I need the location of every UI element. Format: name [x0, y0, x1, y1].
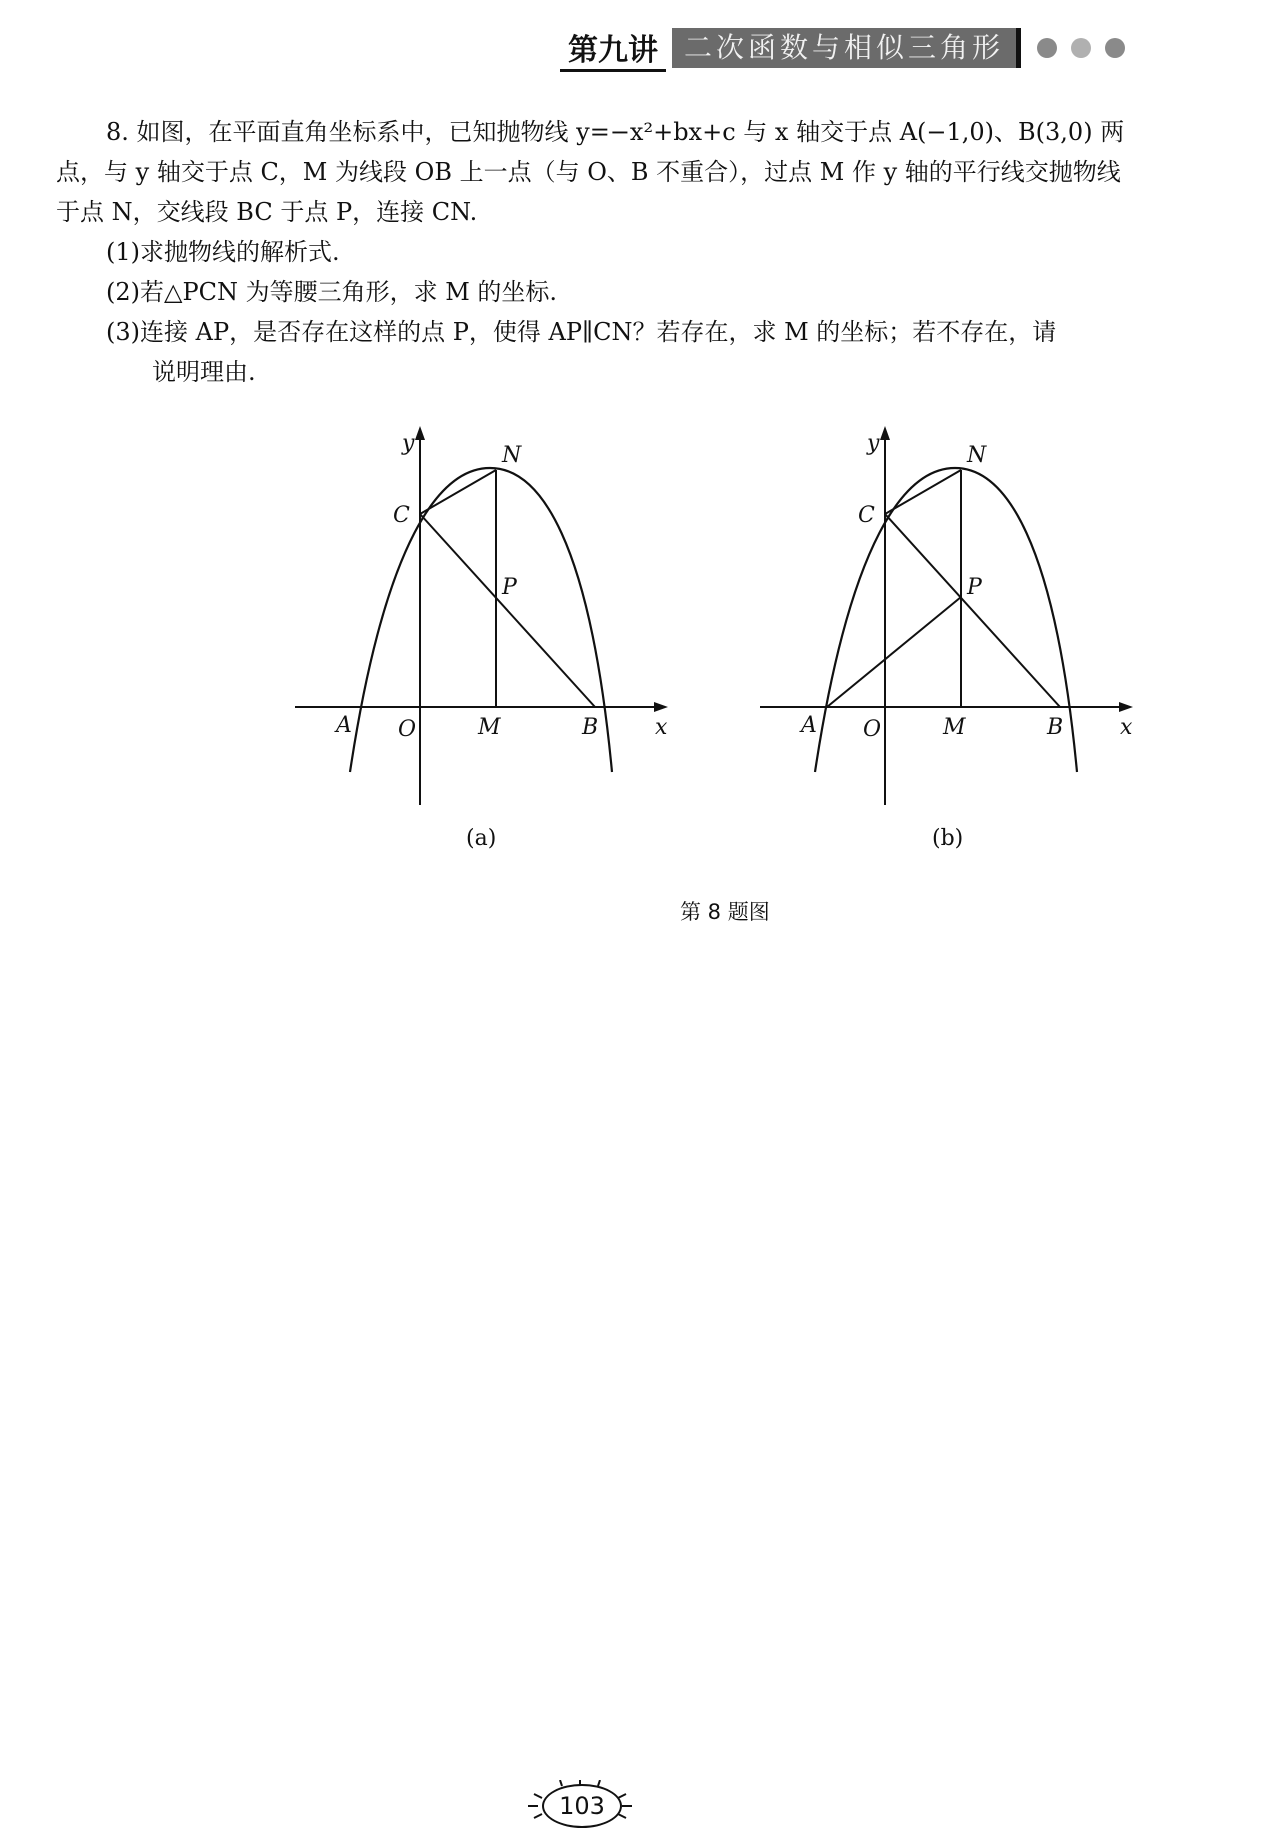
x-axis-arrow-icon — [654, 702, 668, 712]
chapter-title: 二次函数与相似三角形 — [672, 28, 1021, 68]
x-axis-arrow-icon — [1119, 702, 1133, 712]
label-P: P — [967, 575, 982, 600]
label-C: C — [858, 503, 875, 528]
problem-8 — [56, 112, 1136, 392]
label-O: O — [863, 717, 882, 742]
figure-a — [290, 420, 690, 824]
question-2: (2)若△PCN 为等腰三角形，求 M 的坐标. — [106, 278, 558, 306]
label-N: N — [967, 443, 987, 468]
figure-b-caption: (b) — [932, 826, 964, 851]
figure-b-diagram — [755, 420, 1155, 820]
figure-caption: 第 8 题图 — [680, 900, 770, 924]
segment-AP — [827, 597, 961, 707]
label-x: x — [1120, 715, 1133, 740]
y-axis-arrow-icon — [415, 426, 425, 440]
label-M: M — [478, 715, 501, 740]
y-axis-arrow-icon — [880, 426, 890, 440]
segment-CB — [885, 514, 1060, 707]
label-A: A — [336, 713, 352, 738]
problem-stem: 8. 如图，在平面直角坐标系中，已知抛物线 y=−x²+bx+c 与 x 轴交于点 A(−1,0)、B(3,0) 两点，与 y 轴交于点 C，M 为线段 OB 上一点（与 O、B 不重合），过点 M 作 y 轴的平行线交抛物线于点 N，交线段 BC 于点 P，连接 CN. — [56, 118, 1125, 226]
segment-CN — [420, 470, 496, 514]
decor-dot-icon — [1071, 38, 1091, 58]
label-P: P — [502, 575, 517, 600]
segment-CN — [885, 470, 961, 514]
chapter-number: 第九讲 — [560, 25, 666, 72]
segment-CB — [420, 514, 595, 707]
header-decoration — [1037, 38, 1125, 58]
label-y: y — [402, 431, 415, 456]
figure-a-caption: (a) — [466, 826, 497, 851]
question-1: (1)求抛物线的解析式. — [106, 238, 340, 266]
label-B: B — [1047, 715, 1064, 740]
figure-b — [755, 420, 1155, 824]
page-number-badge — [520, 1780, 640, 1830]
question-3 — [56, 312, 1136, 392]
label-x: x — [655, 715, 668, 740]
label-M: M — [943, 715, 966, 740]
label-A: A — [801, 713, 817, 738]
decor-dot-icon — [1037, 38, 1057, 58]
question-3-line-1: (3)连接 AP，是否存在这样的点 P，使得 AP∥CN？若存在，求 M 的坐标；若不存在，请 — [106, 318, 1057, 346]
figure-a-diagram — [290, 420, 690, 820]
page-number: 103 — [542, 1784, 622, 1828]
decor-dot-icon — [1105, 38, 1125, 58]
label-C: C — [393, 503, 410, 528]
label-y: y — [867, 431, 880, 456]
chapter-header — [560, 28, 1125, 68]
label-O: O — [398, 717, 417, 742]
question-3-line-2: 说明理由. — [152, 358, 256, 386]
label-B: B — [582, 715, 599, 740]
label-N: N — [502, 443, 522, 468]
